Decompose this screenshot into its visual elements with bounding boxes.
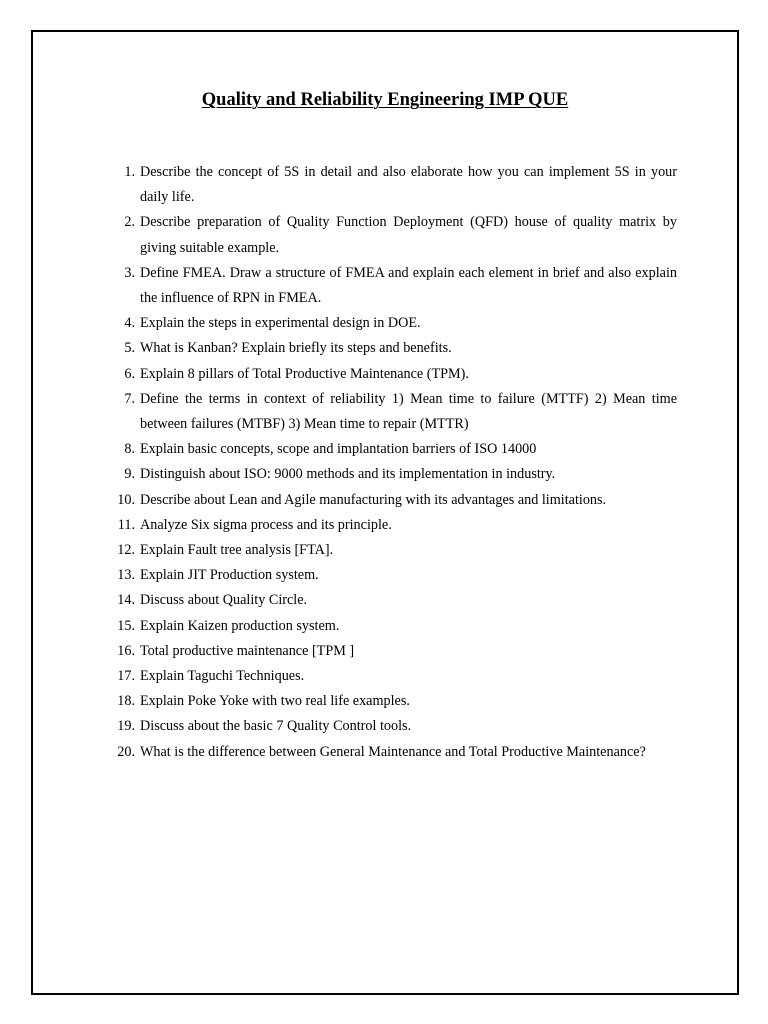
question-number: 15. — [117, 617, 135, 634]
question-number: 16. — [117, 642, 135, 659]
question-item — [113, 462, 677, 487]
question-item — [113, 336, 677, 361]
question-text: Define FMEA. Draw a structure of FMEA and explain each element in brief and also explain the influence of RPN in FMEA. — [140, 264, 677, 307]
question-item — [113, 513, 677, 538]
question-item — [113, 714, 677, 739]
question-item — [113, 488, 677, 513]
question-text: Describe about Lean and Agile manufacturing with its advantages and limitations. — [140, 491, 607, 508]
question-text: Define the terms in context of reliability 1) Mean time to failure (MTTF) 2) Mean time between failures (MTBF) 3) Mean time to repair (MTTR) — [140, 390, 677, 433]
question-number: 17. — [117, 668, 135, 685]
question-number: 4. — [124, 315, 135, 332]
question-item — [113, 664, 677, 689]
question-number: 6. — [124, 365, 135, 382]
question-item — [113, 740, 677, 765]
question-item — [113, 588, 677, 613]
question-number: 8. — [124, 441, 135, 458]
question-item — [113, 563, 677, 588]
question-text: Explain JIT Production system. — [140, 567, 319, 584]
question-number: 10. — [117, 491, 135, 508]
question-text: Explain Taguchi Techniques. — [140, 668, 305, 685]
question-text: Analyze Six sigma process and its principle. — [140, 516, 392, 533]
question-number: 18. — [117, 693, 135, 710]
question-text: Explain the steps in experimental design in DOE. — [140, 315, 421, 332]
question-text: Describe the concept of 5S in detail and also elaborate how you can implement 5S in your daily life. — [140, 164, 677, 206]
question-number: 7. — [124, 390, 135, 407]
question-number: 13. — [117, 567, 135, 584]
page-title: Quality and Reliability Engineering IMP QUE — [201, 90, 569, 110]
question-text: Discuss about Quality Circle. — [140, 592, 308, 609]
question-number: 19. — [117, 718, 135, 735]
question-number: 14. — [117, 592, 135, 609]
question-text: Explain Poke Yoke with two real life examples. — [140, 693, 410, 710]
question-number: 1. — [124, 164, 135, 180]
question-number: 3. — [124, 264, 135, 281]
question-item — [113, 311, 677, 336]
question-item — [113, 538, 677, 563]
question-number: 9. — [124, 466, 135, 483]
question-number: 2. — [124, 214, 135, 231]
question-item — [113, 160, 677, 210]
question-text: Explain 8 pillars of Total Productive Maintenance (TPM). — [140, 365, 469, 382]
question-text: What is the difference between General Maintenance and Total Productive Maintenance? — [140, 743, 646, 760]
question-number: 12. — [117, 542, 135, 559]
document-page — [31, 30, 739, 995]
question-text: Explain Fault tree analysis [FTA]. — [140, 542, 334, 559]
question-list — [113, 160, 677, 765]
question-text: Distinguish about ISO: 9000 methods and its implementation in industry. — [140, 466, 556, 483]
question-item — [113, 437, 677, 462]
question-text: Describe preparation of Quality Function Deployment (QFD) house of quality matrix by giving suitable example. — [140, 214, 677, 256]
question-item — [113, 614, 677, 639]
question-text: Explain basic concepts, scope and implantation barriers of ISO 14000 — [140, 441, 537, 458]
question-number: 5. — [124, 340, 135, 357]
question-item — [113, 639, 677, 664]
question-text: Discuss about the basic 7 Quality Control tools. — [140, 718, 412, 735]
question-item — [113, 261, 677, 311]
question-item — [113, 362, 677, 387]
question-number: 20. — [117, 743, 135, 760]
question-item — [113, 210, 677, 260]
question-text: Explain Kaizen production system. — [140, 617, 340, 634]
question-item — [113, 387, 677, 437]
question-item — [113, 689, 677, 714]
question-text: Total productive maintenance [TPM ] — [140, 642, 355, 659]
question-text: What is Kanban? Explain briefly its steps and benefits. — [140, 340, 452, 357]
question-number: 11. — [117, 516, 135, 533]
